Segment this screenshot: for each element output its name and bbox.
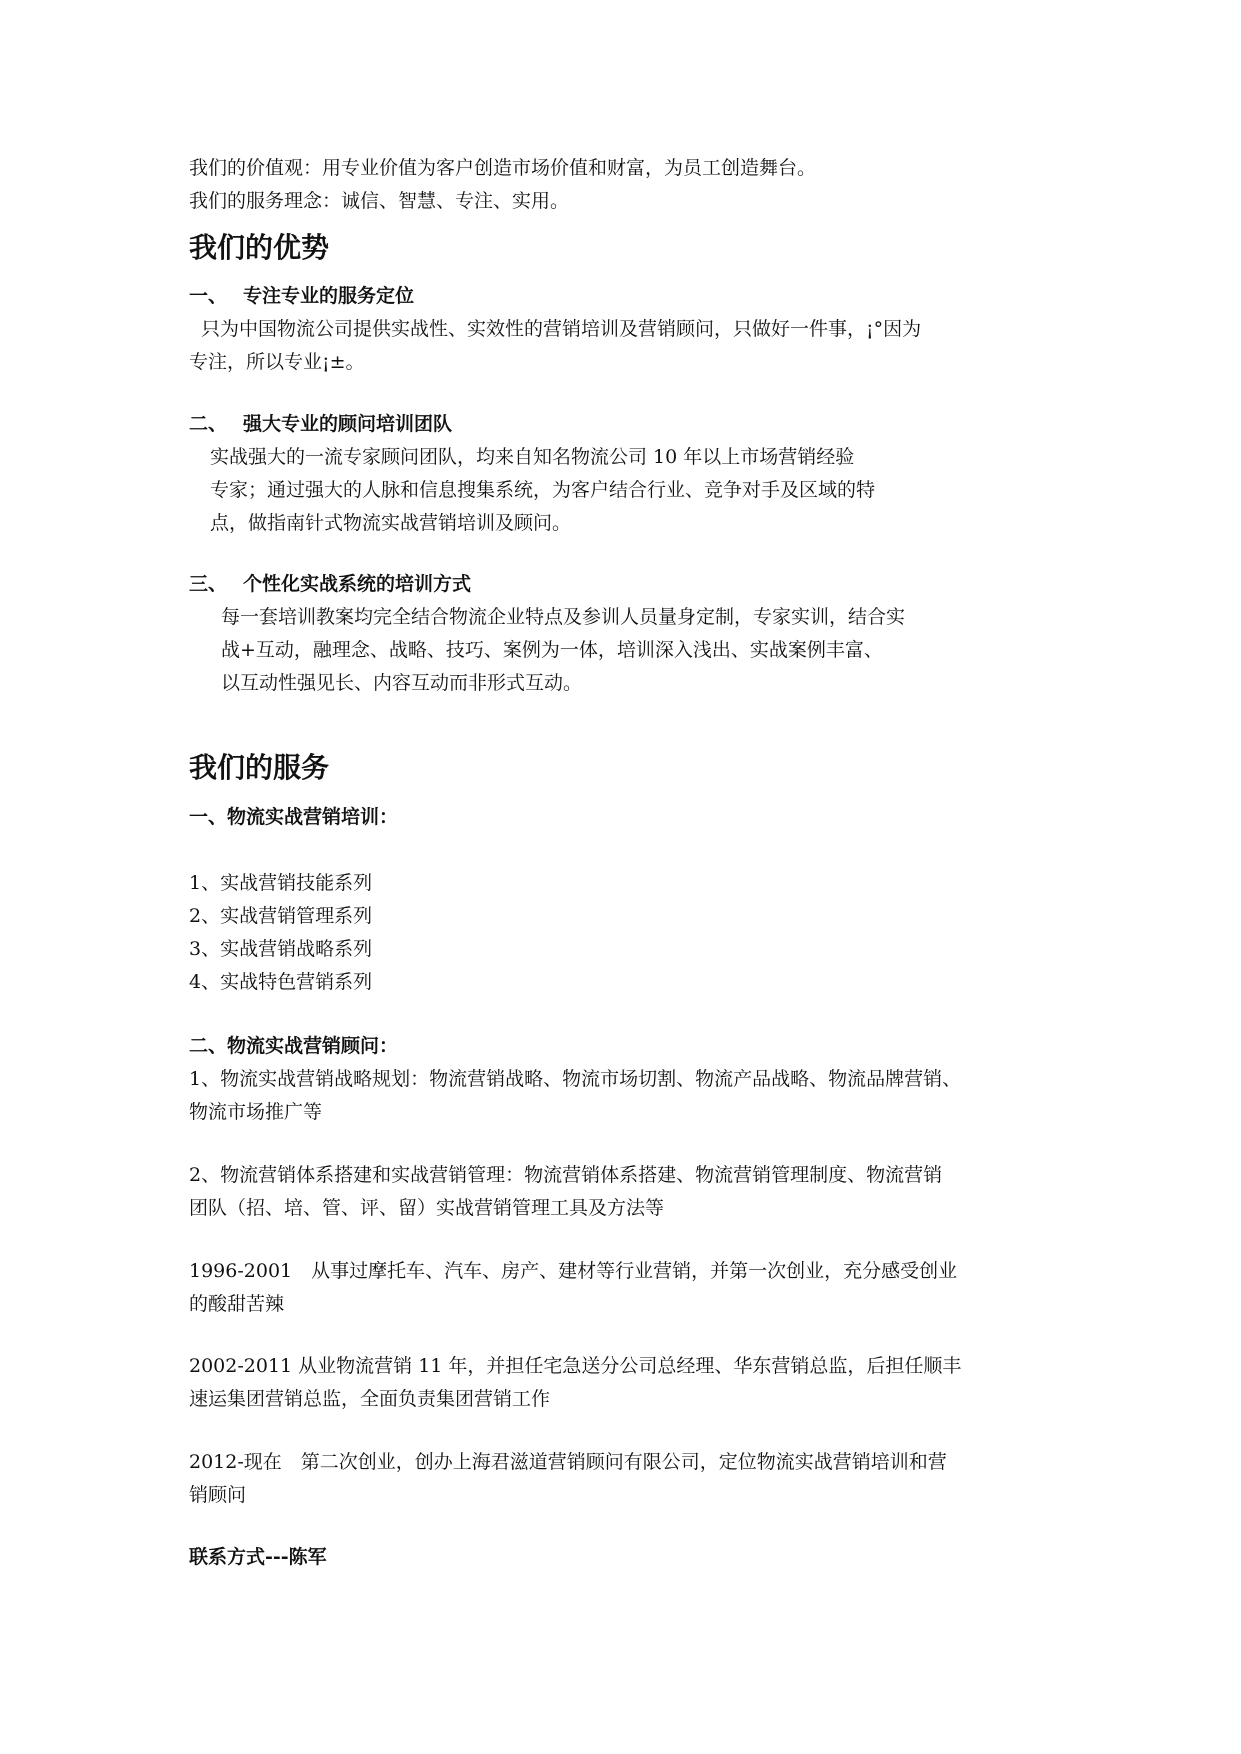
- advantage-number-1: 一、: [189, 285, 228, 307]
- advantage-heading-2: [189, 409, 452, 439]
- advantage-body-3-line-2: 战+互动，融理念、战略、技巧、案例为一体，培训深入浅出、实战案例丰富、: [221, 639, 883, 661]
- values-line: 我们的价值观：用专业价值为客户创造市场价值和财富，为员工创造舞台。: [189, 157, 817, 179]
- service-concept-line: 我们的服务理念：诚信、智慧、专注、实用。: [189, 190, 570, 212]
- training-item-4: 4、实战特色营销系列: [189, 971, 373, 993]
- history-item-2-line-2: 速运集团营销总监，全面负责集团营销工作: [189, 1388, 551, 1410]
- history-item-2-line-1: 2002-2011 从业物流营销 11 年，并担任宅急送分公司总经理、华东营销总监，后担任顺丰: [189, 1355, 962, 1377]
- training-heading: 一、物流实战营销培训：: [189, 806, 399, 828]
- consulting-item-1-line-2: 物流市场推广等: [189, 1101, 323, 1123]
- training-item-2: 2、实战营销管理系列: [189, 905, 373, 927]
- consulting-item-2-line-2: 团队（招、培、管、评、留）实战营销管理工具及方法等: [189, 1197, 665, 1219]
- history-item-3-line-2: 销顾问: [189, 1484, 247, 1506]
- advantage-heading-3: [189, 569, 471, 599]
- services-title: 我们的服务: [189, 751, 330, 784]
- consulting-item-2-line-1: 2、物流营销体系搭建和实战营销管理：物流营销体系搭建、物流营销管理制度、物流营销: [189, 1164, 943, 1186]
- advantage-body-2: [210, 441, 1080, 540]
- history-item-1-line-2: 的酸甜苦辣: [189, 1293, 285, 1315]
- advantage-body-2-line-2: 专家；通过强大的人脉和信息搜集系统，为客户结合行业、竞争对手及区域的特: [210, 479, 876, 501]
- consulting-heading: 二、物流实战营销顾问：: [189, 1035, 399, 1057]
- contact-label: 联系方式---陈军: [189, 1546, 327, 1568]
- advantage-body-3: [221, 601, 1091, 700]
- consulting-item-1: [189, 1063, 1059, 1129]
- training-item-1: 1、实战营销技能系列: [189, 872, 373, 894]
- advantage-heading-1: [189, 281, 414, 311]
- advantage-heading-text-1: 专注专业的服务定位: [243, 285, 415, 307]
- advantage-heading-text-3: 个性化实战系统的培训方式: [243, 573, 472, 595]
- history-item-3: [189, 1446, 1059, 1512]
- advantages-title: 我们的优势: [189, 231, 330, 264]
- advantage-body-3-line-1: 每一套培训教案均完全结合物流企业特点及参训人员量身定制，专家实训，结合实: [221, 606, 906, 628]
- advantage-body-1: [189, 313, 1059, 379]
- advantage-heading-text-2: 强大专业的顾问培训团队: [243, 413, 453, 435]
- consulting-item-2: [189, 1159, 1059, 1225]
- history-item-3-line-1: 2012-现在 第二次创业，创办上海君滋道营销顾问有限公司，定位物流实战营销培训和营: [189, 1451, 947, 1473]
- advantage-body-2-line-1: 实战强大的一流专家顾问团队，均来自知名物流公司 10 年以上市场营销经验: [210, 446, 855, 468]
- training-item-3: 3、实战营销战略系列: [189, 938, 373, 960]
- history-item-1: [189, 1255, 1059, 1321]
- advantage-body-1-line-1: 只为中国物流公司提供实战性、实效性的营销培训及营销顾问，只做好一件事，¡°因为: [201, 318, 922, 340]
- advantage-number-2: 二、: [189, 413, 228, 435]
- advantage-number-3: 三、: [189, 573, 228, 595]
- advantage-body-3-line-3: 以互动性强见长、内容互动而非形式互动。: [221, 672, 583, 694]
- consulting-item-1-line-1: 1、物流实战营销战略规划：物流营销战略、物流市场切割、物流产品战略、物流品牌营销、: [189, 1068, 962, 1090]
- advantage-body-1-line-2: 专注，所以专业¡±。: [189, 351, 365, 373]
- advantage-body-2-line-3: 点，做指南针式物流实战营销培训及顾问。: [210, 512, 572, 534]
- history-item-1-line-1: 1996-2001 从事过摩托车、汽车、房产、建材等行业营销，并第一次创业，充分感受创业: [189, 1260, 958, 1282]
- history-item-2: [189, 1350, 1059, 1416]
